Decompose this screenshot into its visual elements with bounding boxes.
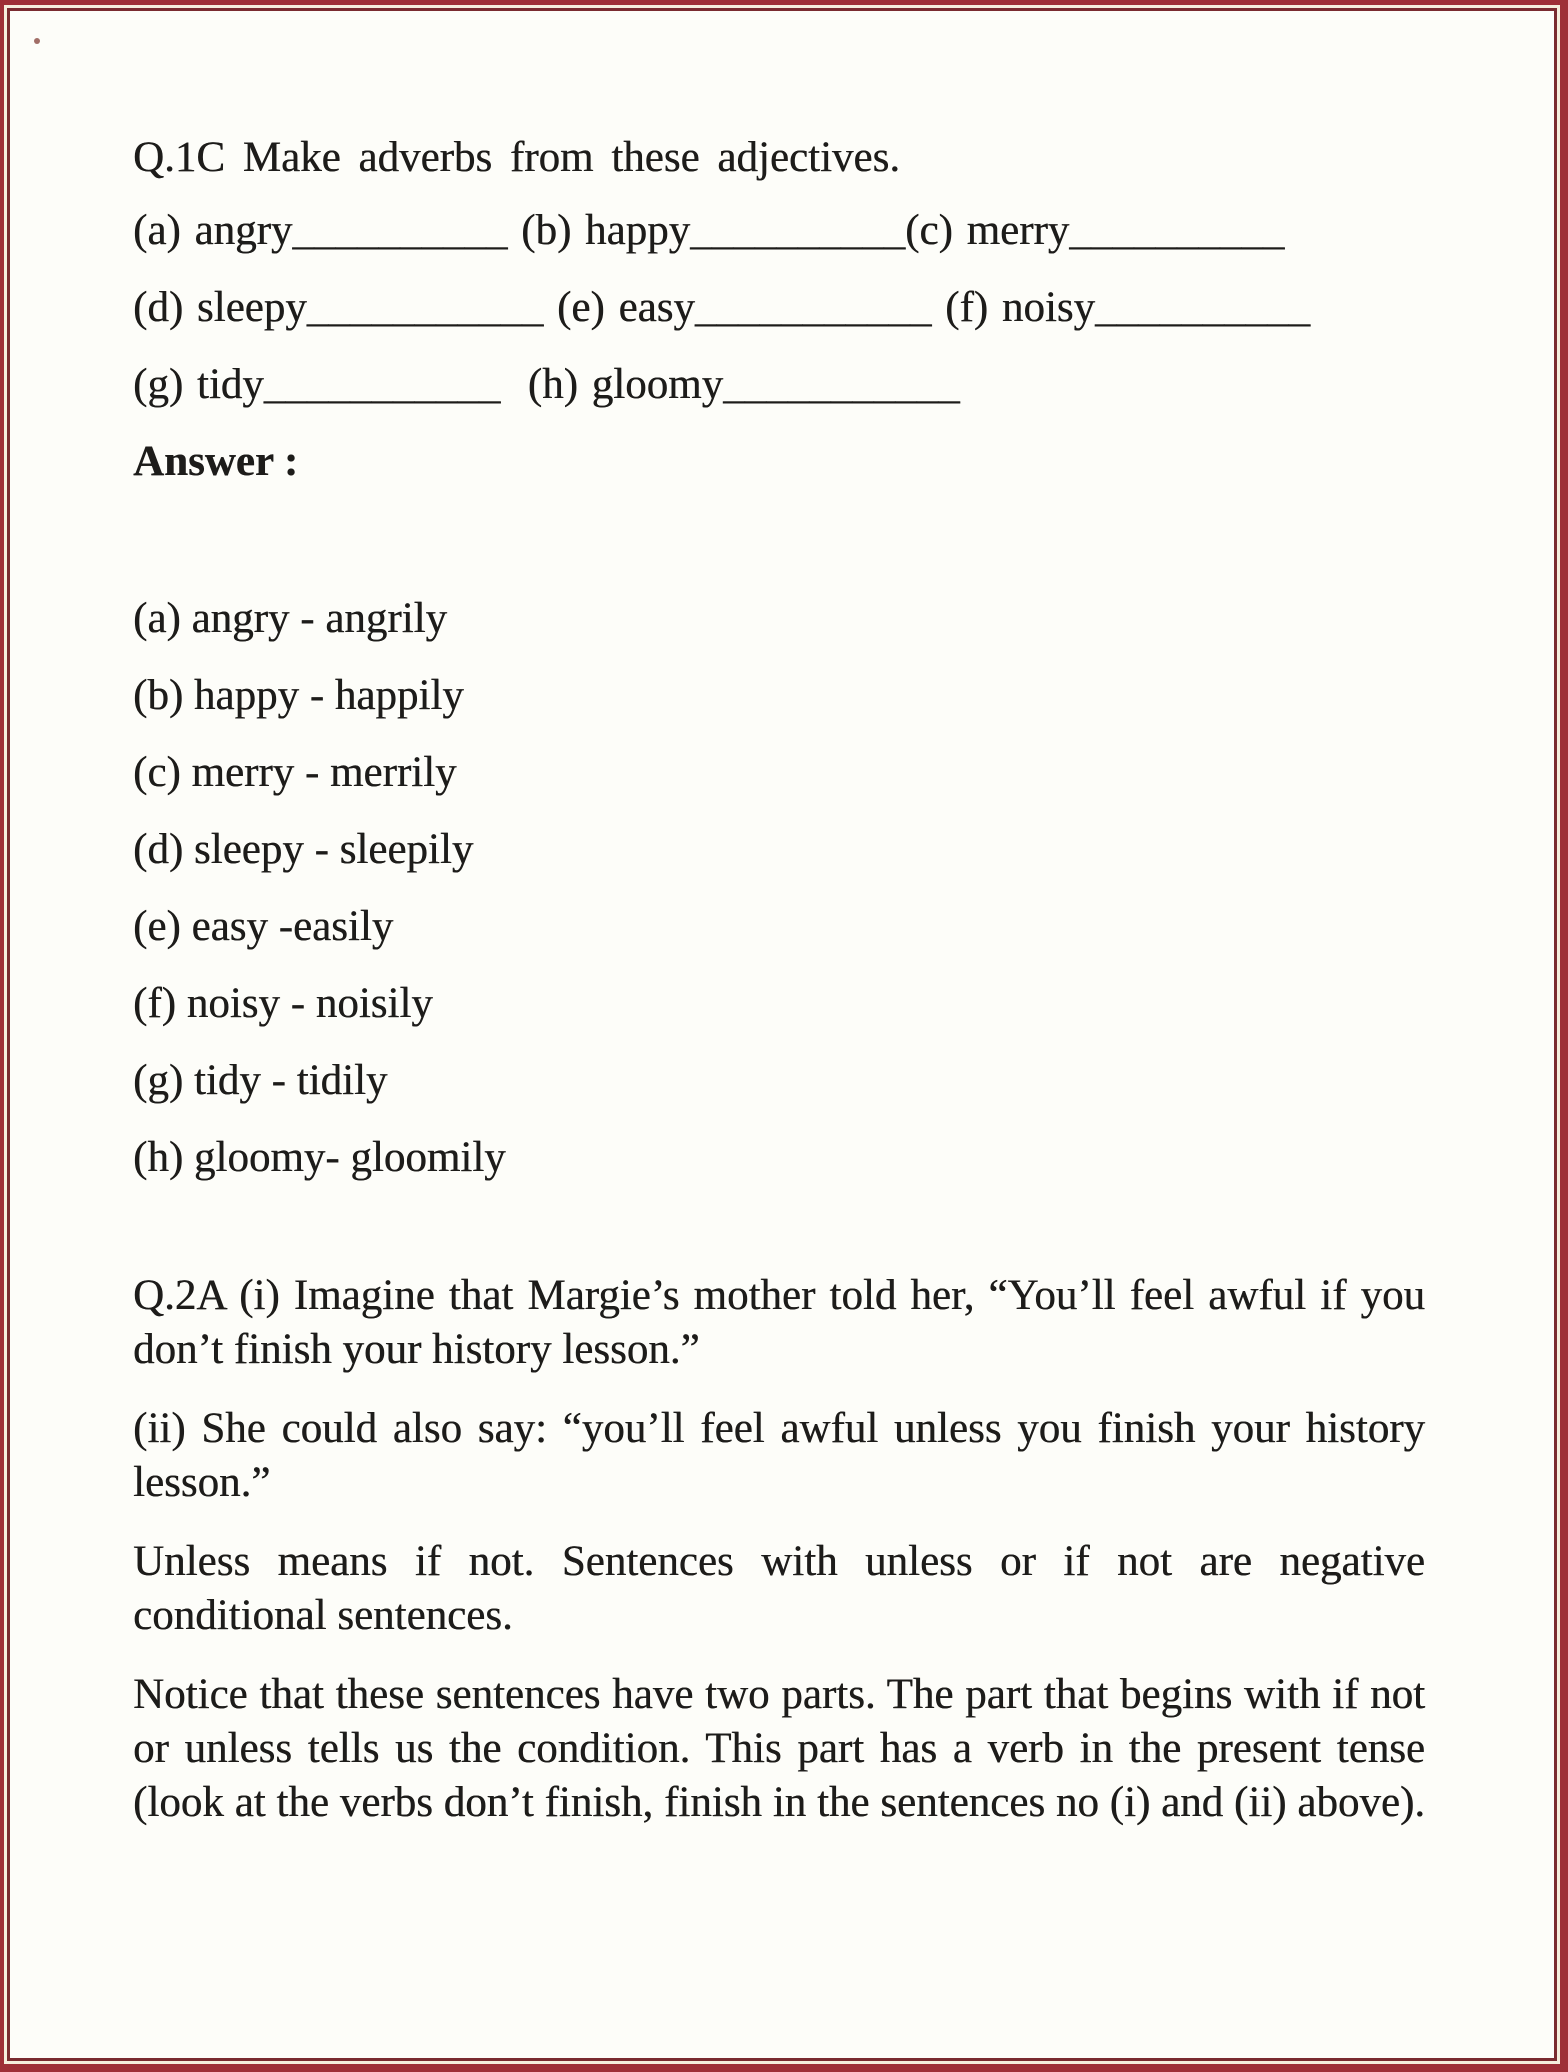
paragraph-line: Unless means if not. Sentences with unless or if not are negative (133, 1538, 1425, 1585)
paragraph-line: conditional sentences. (133, 1592, 513, 1639)
scan-speck (34, 38, 40, 44)
paragraph-line: Q.2A (i) Imagine that Margie’s mother told her, “You’ll feel awful if you (133, 1272, 1425, 1319)
q2a-paragraph-notice (133, 1668, 1425, 1830)
answer-list (133, 592, 1425, 1185)
paragraph-line: (ii) She could also say: “you’ll feel awful unless you finish your history (133, 1405, 1425, 1452)
question-2a-section (133, 1269, 1425, 1830)
q2a-paragraph-ii (133, 1402, 1425, 1510)
answer-item-d: (d) sleepy - sleepily (133, 826, 474, 873)
paragraph-line: or unless tells us the condition. This part has a verb in the present tense (133, 1725, 1425, 1772)
blank-row-g-h: (g) tidy___________ (h) gloomy___________ (133, 361, 960, 408)
answer-item-b: (b) happy - happily (133, 672, 464, 719)
answer-item-e: (e) easy -easily (133, 903, 394, 950)
answer-item-g: (g) tidy - tidily (133, 1057, 388, 1104)
answer-item-c: (c) merry - merrily (133, 749, 457, 796)
paragraph-line: Notice that these sentences have two parts. The part that begins with if not (133, 1671, 1425, 1718)
paragraph-line: (look at the verbs don’t finish, finish in the sentences no (i) and (ii) above). (133, 1779, 1425, 1826)
paragraph-line: lesson.” (133, 1459, 271, 1506)
q2a-paragraph-unless (133, 1535, 1425, 1643)
q2a-paragraph-i (133, 1269, 1425, 1377)
blank-row-a-b-c: (a) angry__________ (b) happy__________(c) merry__________ (133, 207, 1285, 254)
worksheet-content (10, 11, 1554, 1830)
answer-item-h: (h) gloomy- gloomily (133, 1134, 506, 1181)
page-sheet (7, 8, 1557, 2061)
answer-label: Answer : (133, 438, 299, 485)
blank-row-d-e-f: (d) sleepy___________ (e) easy___________ (f) noisy__________ (133, 284, 1311, 331)
answer-item-a: (a) angry - angrily (133, 595, 447, 642)
question-1c-title: Q.1C Make adverbs from these adjectives. (133, 134, 900, 181)
paragraph-line: don’t finish your history lesson.” (133, 1326, 700, 1373)
answer-item-f: (f) noisy - noisily (133, 980, 433, 1027)
